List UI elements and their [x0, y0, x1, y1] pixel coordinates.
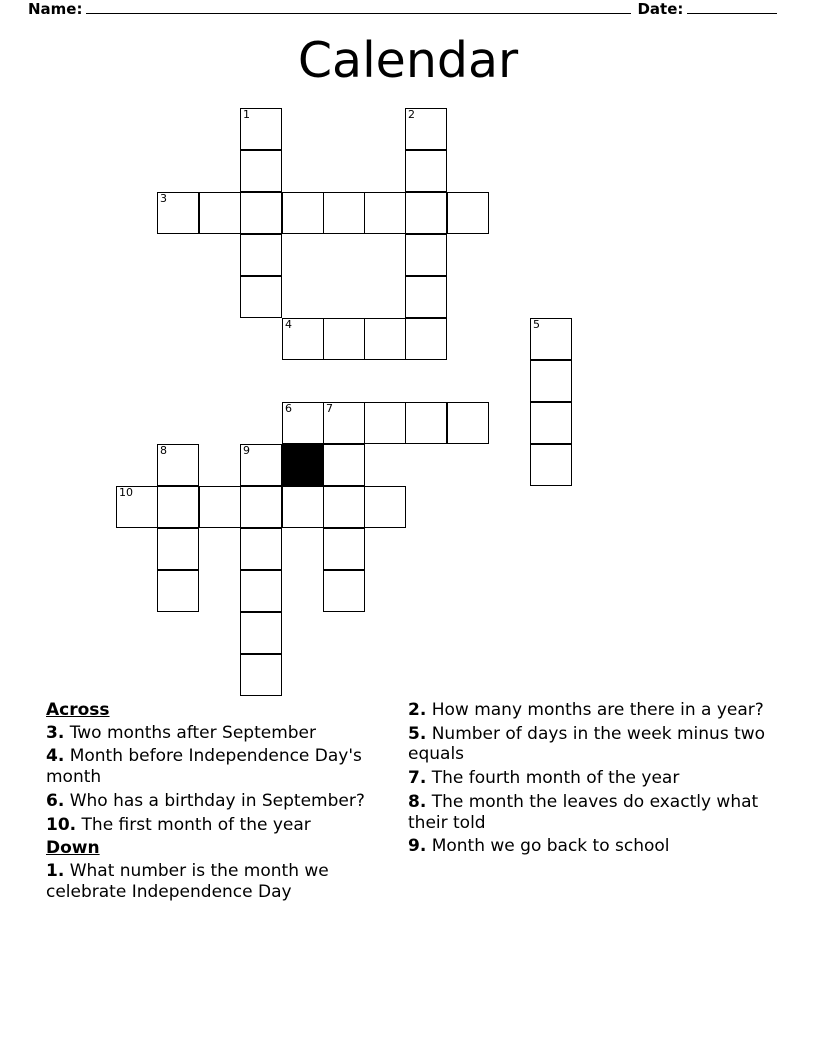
clue-number: 2. — [408, 700, 427, 720]
clue-item — [408, 724, 768, 765]
clue-text: How many months are there in a year? — [426, 700, 764, 720]
grid-cell[interactable] — [447, 192, 489, 234]
grid-cell[interactable] — [157, 486, 199, 528]
grid-cell[interactable] — [530, 444, 572, 486]
clue-text: Who has a birthday in September? — [64, 790, 365, 811]
grid-cell[interactable] — [364, 486, 406, 528]
clue-number: 6. — [46, 790, 65, 811]
grid-cell[interactable] — [530, 318, 572, 360]
grid-cell[interactable] — [405, 234, 447, 276]
right-clue-list — [408, 700, 768, 857]
clues-section — [0, 700, 816, 1000]
clue-item — [46, 791, 396, 812]
clue-item — [46, 723, 396, 744]
grid-cell[interactable] — [240, 654, 282, 696]
grid-cell[interactable] — [240, 444, 282, 486]
down-heading: Down — [46, 838, 100, 859]
grid-cell-number: 5 — [533, 318, 540, 331]
date-label: Date: — [637, 0, 684, 18]
grid-cell[interactable] — [405, 192, 447, 234]
clue-text: Month before Independence Day's month — [46, 746, 362, 788]
down-clue-list — [46, 861, 396, 902]
clue-number: 10. — [46, 814, 77, 835]
grid-cell[interactable] — [199, 192, 241, 234]
grid-cell[interactable] — [282, 486, 324, 528]
grid-cell[interactable] — [240, 570, 282, 612]
grid-cell-number: 1 — [243, 108, 250, 121]
grid-cell[interactable] — [157, 192, 199, 234]
clue-number: 3. — [46, 722, 65, 743]
grid-cell[interactable] — [405, 318, 447, 360]
clue-item — [408, 792, 768, 833]
grid-cell[interactable] — [364, 192, 406, 234]
grid-cell[interactable] — [240, 612, 282, 654]
grid-cell[interactable] — [240, 276, 282, 318]
clue-number: 9. — [408, 836, 427, 857]
grid-cell[interactable] — [240, 192, 282, 234]
page-title: Calendar — [297, 32, 519, 89]
name-write-line[interactable] — [86, 0, 631, 14]
grid-cell[interactable] — [405, 276, 447, 318]
grid-cell[interactable] — [282, 192, 324, 234]
clue-text: Two months after September — [64, 722, 317, 743]
grid-cell[interactable] — [157, 444, 199, 486]
date-write-line[interactable] — [687, 0, 777, 14]
clue-text: What number is the month we celebrate Independence Day — [46, 861, 329, 902]
clue-text: Number of days in the week minus two equals — [408, 723, 766, 765]
clue-number: 5. — [408, 723, 427, 744]
grid-cell[interactable] — [323, 402, 365, 444]
clue-text: Month we go back to school — [426, 836, 670, 857]
grid-cell-blocked — [282, 444, 324, 486]
grid-cell[interactable] — [240, 234, 282, 276]
grid-cell[interactable] — [405, 150, 447, 192]
grid-cell[interactable] — [323, 528, 365, 570]
grid-cell[interactable] — [530, 402, 572, 444]
clue-text: The first month of the year — [76, 814, 311, 835]
clue-text: The month the leaves do exactly what their told — [408, 791, 759, 833]
crossword-grid — [0, 108, 816, 698]
grid-cell[interactable] — [199, 486, 241, 528]
grid-cell[interactable] — [323, 192, 365, 234]
clue-text: The fourth month of the year — [426, 768, 680, 789]
clue-number: 8. — [408, 791, 427, 812]
clues-left-column — [46, 700, 396, 906]
clue-number: 7. — [408, 768, 427, 789]
grid-cell[interactable] — [282, 402, 324, 444]
clue-number: 4. — [46, 746, 65, 767]
grid-cell[interactable] — [323, 486, 365, 528]
grid-cell[interactable] — [240, 108, 282, 150]
grid-cell-number: 3 — [160, 192, 167, 205]
grid-cell[interactable] — [116, 486, 158, 528]
grid-cell[interactable] — [447, 402, 489, 444]
clue-item — [408, 836, 768, 857]
grid-cell-number: 2 — [408, 108, 415, 121]
grid-cell[interactable] — [364, 402, 406, 444]
grid-cell-number: 4 — [285, 318, 292, 331]
grid-cell-number: 10 — [119, 486, 133, 499]
clues-right-column — [408, 700, 768, 860]
grid-cell[interactable] — [364, 318, 406, 360]
grid-cell[interactable] — [282, 318, 324, 360]
worksheet-header — [28, 0, 788, 26]
across-heading: Across — [46, 700, 110, 720]
across-clue-list — [46, 723, 396, 836]
grid-cell[interactable] — [323, 444, 365, 486]
clue-item — [46, 746, 396, 787]
grid-cell[interactable] — [323, 570, 365, 612]
grid-cell[interactable] — [240, 150, 282, 192]
grid-cell[interactable] — [530, 360, 572, 402]
grid-cell[interactable] — [405, 108, 447, 150]
grid-cell[interactable] — [405, 402, 447, 444]
grid-cell[interactable] — [240, 486, 282, 528]
clue-item — [408, 700, 768, 721]
clue-item — [46, 861, 396, 902]
grid-cell[interactable] — [240, 528, 282, 570]
grid-cell[interactable] — [323, 318, 365, 360]
grid-cell-number: 9 — [243, 444, 250, 457]
clue-number: 1. — [46, 861, 65, 882]
grid-cell[interactable] — [157, 528, 199, 570]
name-label: Name: — [28, 0, 83, 18]
clue-item — [408, 768, 768, 789]
grid-cell-number: 8 — [160, 444, 167, 457]
clue-item — [46, 815, 396, 836]
grid-cell-number: 6 — [285, 402, 292, 415]
grid-cell-number: 7 — [326, 402, 333, 415]
grid-cell[interactable] — [157, 570, 199, 612]
